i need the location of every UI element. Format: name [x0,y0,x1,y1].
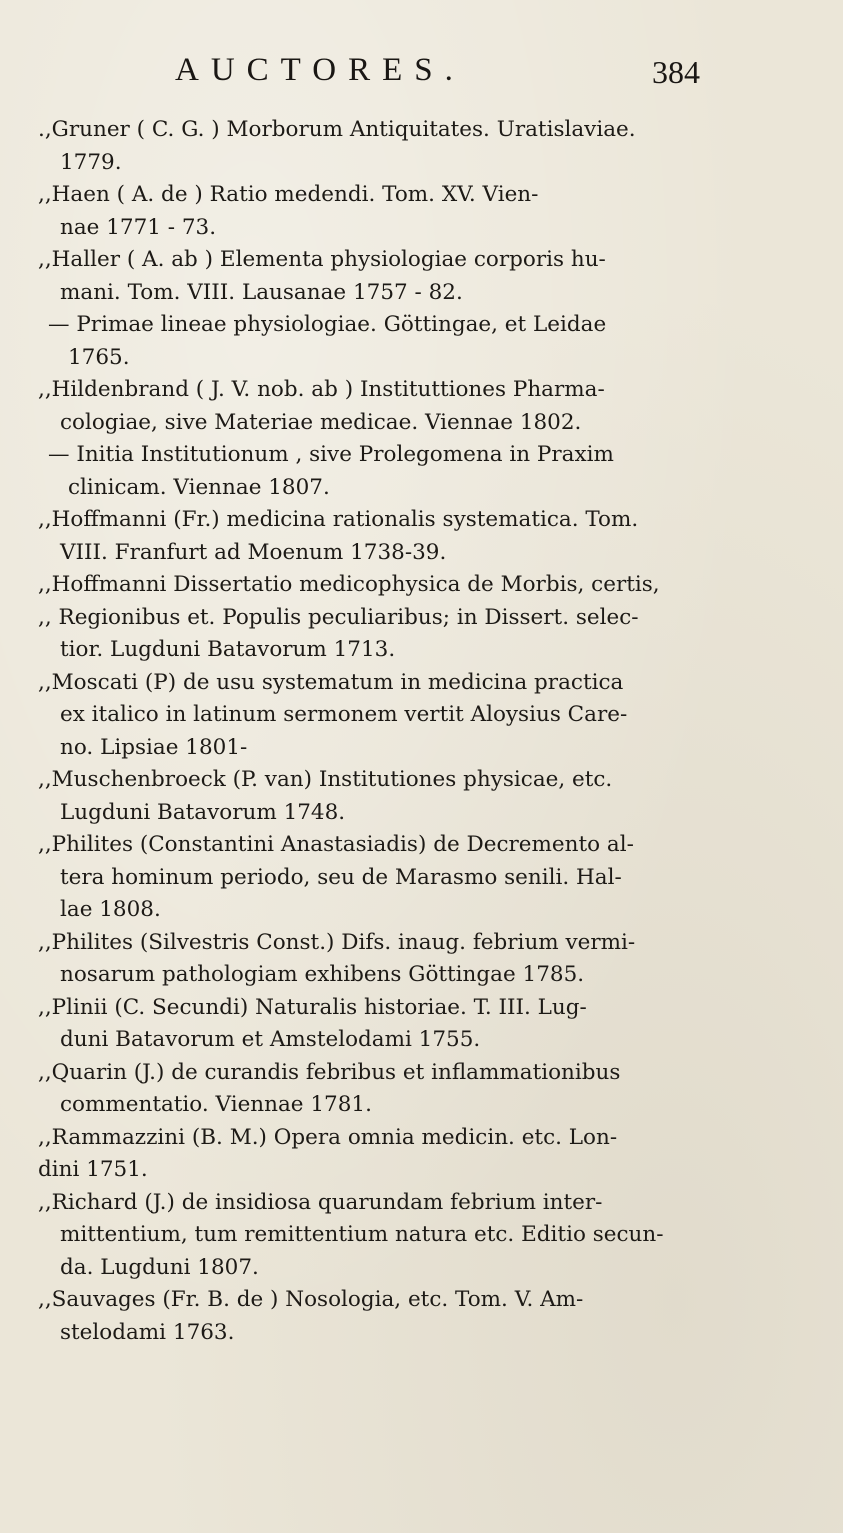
entry-line: ,,Plinii (C. Secundi) Naturalis historiae. T. III. Lug- [38,994,587,1020]
bibliography-entry-rammazzini [38,1122,738,1187]
bibliography-entry-richard [38,1187,738,1285]
bibliography-entry-haen [38,179,738,244]
entry-line: ,,Muschenbroeck (P. van) Institutiones physicae, etc. [38,767,613,792]
entry-line: dini 1751. [38,1157,148,1182]
entry-line: tior. Lugduni Batavorum 1713. [60,637,396,662]
entry-line: 1779. [60,149,122,175]
bibliography-entry-plinii [38,992,738,1057]
bibliography-entry-hoffmanni-medicina [38,504,738,569]
entry-line: da. Lugduni 1807. [60,1254,259,1280]
page-number: 384 [652,54,700,90]
entry-line: ,,Richard (J.) de insidiosa quarundam febrium inter- [38,1189,603,1215]
entry-line: duni Batavorum et Amstelodami 1755. [60,1027,481,1052]
bibliography-entry-quarin [38,1057,738,1122]
entry-line: nae 1771 - 73. [60,214,217,240]
running-head [0,52,843,104]
entry-line: cologiae, sive Materiae medicae. Viennae 1802. [60,409,582,435]
bibliography-entry-haller-primae-lineae [38,309,738,374]
entry-line: stelodami 1763. [60,1319,235,1345]
bibliography-entry-sauvages [38,1284,738,1349]
entry-line: nosarum pathologiam exhibens Göttingae 1785. [60,962,585,987]
entry-line: ,,Philites (Constantini Anastasiadis) de Decremento al- [38,832,634,857]
entry-line: ,,Philites (Silvestris Const.) Difs. inaug. febrium vermi- [38,929,636,955]
entry-line: ,,Hoffmanni Dissertatio medicophysica de Morbis, certis, [38,572,660,597]
entry-line: no. Lipsiae 1801- [60,734,248,760]
entry-line: — Primae lineae physiologiae. Göttingae, et Leidae [48,312,607,337]
entry-line: ,,Haen ( A. de ) Ratio medendi. Tom. XV. Vien- [38,182,539,207]
entry-line: commentatio. Viennae 1781. [60,1092,372,1117]
entry-line: ,,Moscati (P) de usu systematum in medicina practica [38,669,624,695]
entry-line: 1765. [68,344,130,370]
entry-line: VIII. Franfurt ad Moenum 1738-39. [60,539,447,565]
entry-line: clinicam. Viennae 1807. [68,474,330,500]
entry-line: ,, Regionibus et. Populis peculiaribus; in Dissert. selec- [38,604,639,630]
entry-line: ex italico in latinum sermonem vertit Aloysius Care- [60,702,628,727]
entry-line: ,,Hoffmanni (Fr.) medicina rationalis systematica. Tom. [38,507,639,532]
entry-line: — Initia Institutionum , sive Prolegomena in Praxim [48,442,614,467]
bibliography-entry-gruner [38,114,738,179]
entry-line: ,,Quarin (J.) de curandis febribus et inflammationibus [38,1059,621,1085]
entry-line: ,,Sauvages (Fr. B. de ) Nosologia, etc. Tom. V. Am- [38,1287,584,1312]
entry-line: mani. Tom. VIII. Lausanae 1757 - 82. [60,279,463,305]
bibliography-entry-muschenbroeck [38,764,738,829]
entry-line: .,Gruner ( C. G. ) Morborum Antiquitates. Uratislaviae. [38,117,636,142]
entry-line: ,,Rammazzini (B. M.) Opera omnia medicin. etc. Lon- [38,1124,618,1150]
entry-line: Lugduni Batavorum 1748. [60,799,346,825]
entry-line: tera hominum periodo, seu de Marasmo senili. Hal- [60,864,622,890]
bibliography-entry-philites-constantini [38,829,738,927]
entry-line: mittentium, tum remittentium natura etc. Editio secun- [60,1222,664,1247]
bibliography-list [38,114,738,1349]
bibliography-entry-haller [38,244,738,309]
running-title: AUCTORES. [175,52,465,88]
bibliography-entry-hoffmanni-dissertatio [38,569,738,667]
bibliography-entry-moscati [38,667,738,765]
entry-line: lae 1808. [60,897,161,922]
bibliography-entry-philites-silvestris [38,927,738,992]
entry-line: ,,Haller ( A. ab ) Elementa physiologiae corporis hu- [38,247,606,272]
bibliography-entry-hildenbrand-initia [38,439,738,504]
bibliography-entry-hildenbrand [38,374,738,439]
entry-line: ,,Hildenbrand ( J. V. nob. ab ) Instituttiones Pharma- [38,377,605,402]
